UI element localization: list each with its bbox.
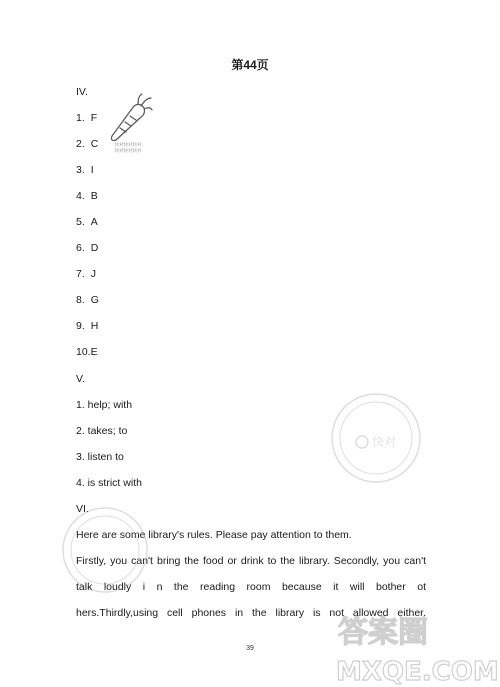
- answer-number: 8.: [76, 294, 85, 306]
- answer-letter: B: [90, 190, 98, 202]
- stamp-watermark-icon: [60, 505, 150, 595]
- answer-letter: C: [90, 138, 99, 150]
- answer-number: 6.: [76, 242, 85, 254]
- answer-number: 4.: [76, 190, 85, 202]
- answer-number: 1.: [76, 112, 85, 124]
- answer-item: [76, 216, 98, 229]
- answer-item: [76, 242, 98, 255]
- answer-item: [76, 346, 98, 359]
- page-title: 第44页: [231, 58, 269, 72]
- answer-item: [76, 268, 96, 281]
- site-watermark-icon: [330, 598, 500, 687]
- fill-in-item: 3. listen to: [76, 451, 124, 463]
- answer-number: 7.: [76, 268, 85, 280]
- carrot-caption: 快对快对快对: [114, 142, 142, 147]
- answer-item: [76, 320, 98, 333]
- fill-in-item: 4. is strict with: [76, 477, 142, 489]
- answer-item: [76, 112, 97, 125]
- answer-number: 5.: [76, 216, 85, 228]
- answer-item: [76, 164, 94, 177]
- answer-number: 3.: [76, 164, 85, 176]
- answer-number: 9.: [76, 320, 85, 332]
- carrot-caption: 快对快对快对: [114, 148, 142, 153]
- answer-number: 2.: [76, 138, 85, 150]
- essay-line: talk loudly i n the reading room because it will bother ot: [76, 581, 426, 593]
- answer-letter: A: [90, 216, 98, 228]
- answer-item: [76, 294, 99, 307]
- page-number: 39: [246, 645, 254, 652]
- fill-in-item: 2. takes; to: [76, 425, 128, 437]
- stamp-watermark-icon: [328, 390, 424, 486]
- answer-letter: D: [90, 242, 99, 254]
- essay-line: Here are some library's rules. Please pay attention to them.: [76, 529, 352, 541]
- answer-letter: H: [90, 320, 99, 332]
- site-watermark-cn: 答案圈: [338, 615, 428, 650]
- answer-letter: F: [90, 112, 98, 124]
- site-watermark-en: MXQE.COM: [336, 657, 499, 687]
- essay-line: hers.Thirdly,using cell phones in the library is not allowed either.: [76, 607, 426, 619]
- stamp-text: 快对: [372, 435, 397, 449]
- section-6-heading: VI.: [76, 503, 89, 515]
- answer-letter: I: [90, 164, 94, 176]
- answer-item: [76, 138, 98, 151]
- essay-line: Firstly, you can't bring the food or drink to the library. Secondly, you can't: [76, 555, 426, 567]
- answer-item: [76, 190, 98, 203]
- answer-number: 10.: [76, 346, 91, 358]
- section-4-heading: IV.: [76, 86, 88, 98]
- fill-in-item: 1. help; with: [76, 399, 133, 411]
- answer-letter: G: [90, 294, 99, 306]
- answer-letter: J: [90, 268, 97, 280]
- answer-letter: E: [90, 346, 98, 358]
- section-5-heading: V.: [76, 373, 85, 385]
